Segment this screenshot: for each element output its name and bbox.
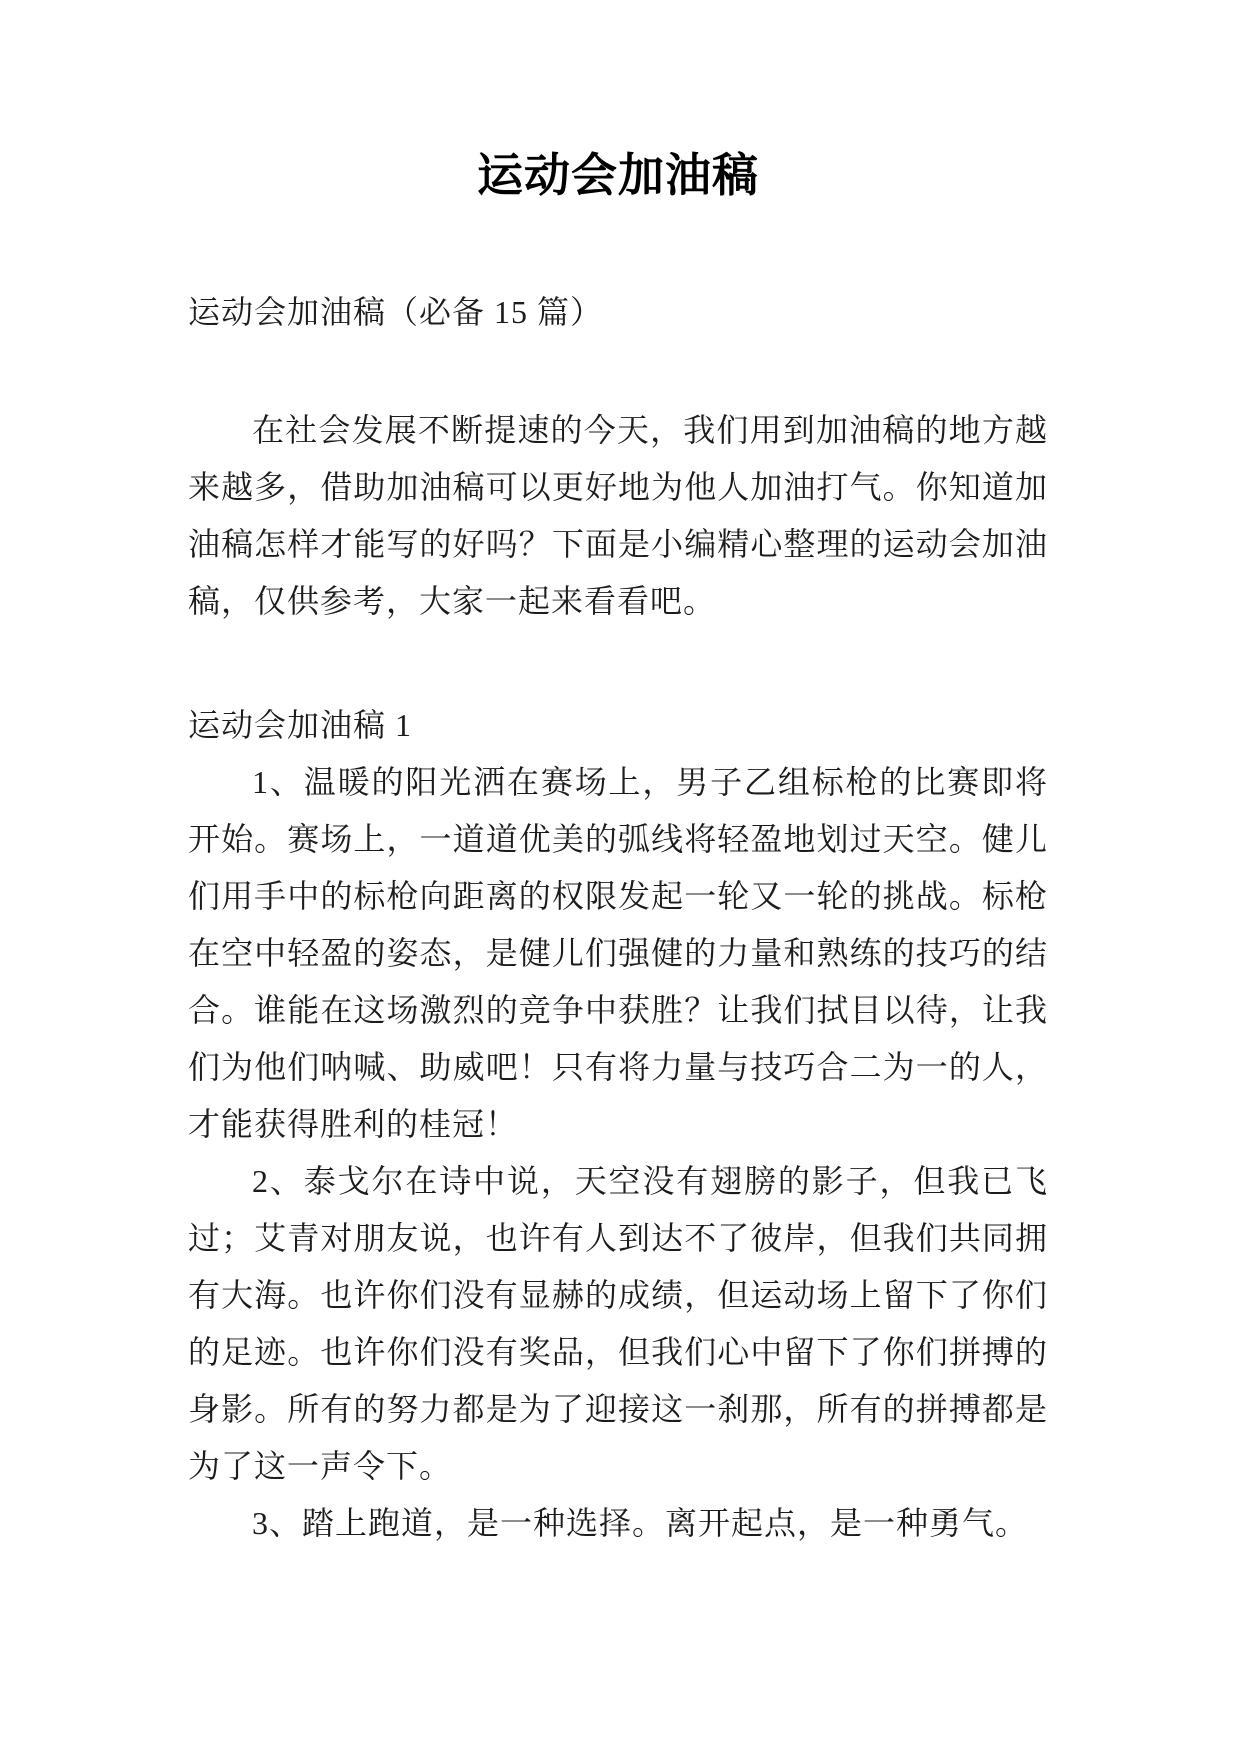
section-heading: 运动会加油稿 1	[188, 707, 413, 743]
document-title: 运动会加油稿	[477, 150, 759, 201]
intro-paragraph: 在社会发展不断提速的今天，我们用到加油稿的地方越来越多，借助加油稿可以更好地为他人加油打气。你知道加油稿怎样才能写的好吗？下面是小编精心整理的运动会加油稿，仅供参考，大家一起来看看吧。	[188, 412, 1048, 619]
paragraph-3: 3、踏上跑道，是一种选择。离开起点，是一种勇气。	[252, 1505, 1029, 1541]
paragraph-1: 1、温暖的阳光洒在赛场上，男子乙组标枪的比赛即将开始。赛场上，一道道优美的弧线将轻盈地划过天空。健儿们用手中的标枪向距离的权限发起一轮又一轮的挑战。标枪在空中轻盈的姿态，是健儿们强健的力量和熟练的技巧的结合。谁能在这场激烈的竞争中获胜？让我们拭目以待，让我们为他们呐喊、助威吧！只有将力量与技巧合二为一的人，才能获得胜利的桂冠！	[188, 764, 1048, 1142]
paragraph-2: 2、泰戈尔在诗中说，天空没有翅膀的影子，但我已飞过；艾青对朋友说，也许有人到达不了彼岸，但我们共同拥有大海。也许你们没有显赫的成绩，但运动场上留下了你们的足迹。也许你们没有奖品，但我们心中留下了你们拼搏的身影。所有的努力都是为了迎接这一刹那，所有的拼搏都是为了这一声令下。	[188, 1163, 1048, 1484]
document-subtitle: 运动会加油稿（必备 15 篇）	[188, 294, 604, 330]
